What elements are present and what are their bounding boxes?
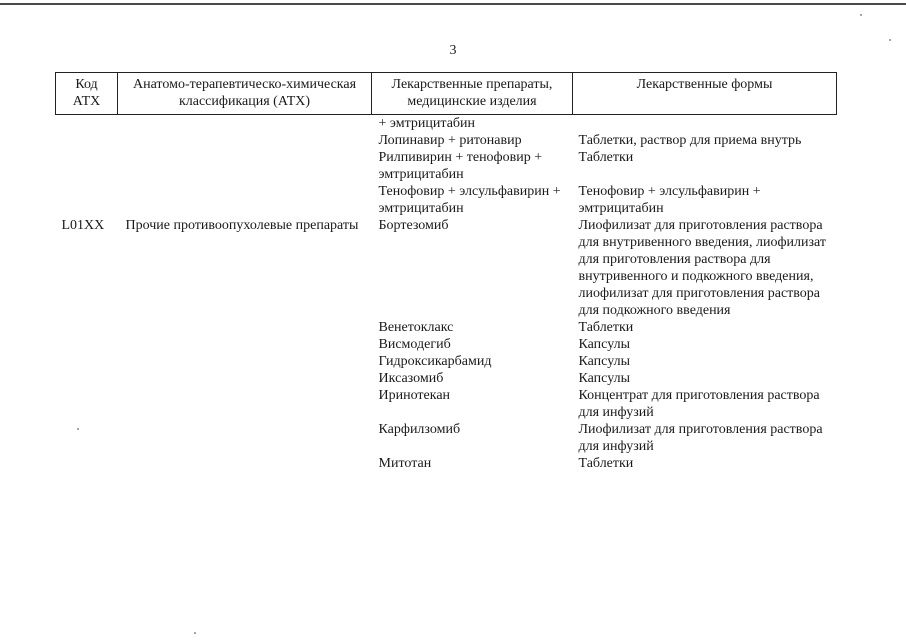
cell-drug: Венетоклакс [378,320,454,335]
table-row [56,370,837,387]
scan-speck [77,428,79,430]
cell-form: Концентрат для приготовления раствора для инфузий [578,388,820,420]
cell-form: Капсулы [578,371,630,386]
cell-code [56,370,118,387]
scan-edge-line [0,3,906,5]
cell-classification [118,336,372,353]
cell-form: Таблетки [578,456,634,471]
cell-form [573,115,837,133]
cell-drug: Рилпивирин + тенофовир + эмтрицитабин [378,150,543,182]
header-drugs: Лекарственные препараты, медицинские изделия [372,73,573,115]
cell-form: Таблетки [578,150,634,165]
cell-classification [118,421,372,455]
table-row [56,336,837,353]
cell-drug: Тенофовир + элсульфавирин + эмтрицитабин [378,184,561,216]
table-row [56,115,837,133]
cell-drug: Карфилзомиб [378,422,461,437]
cell-code [56,455,118,472]
cell-classification [118,319,372,336]
cell-drug: Бортезомиб [378,218,449,233]
cell-classification: Прочие противоопухолевые препараты [125,218,359,233]
table-body [56,115,837,473]
scan-speck [889,39,891,41]
cell-code [56,336,118,353]
cell-drug: + эмтрицитабин [378,116,476,131]
cell-code [56,421,118,455]
cell-form: Тенофовир + элсульфавирин + эмтрицитабин [578,184,761,216]
table-row [56,319,837,336]
table-row [56,183,837,217]
cell-classification [118,115,372,133]
cell-drug: Иксазомиб [378,371,444,386]
cell-drug: Гидроксикарбамид [378,354,492,369]
cell-code [56,149,118,183]
cell-code [56,353,118,370]
cell-code [56,115,118,133]
cell-code [56,387,118,421]
cell-form: Капсулы [578,337,630,352]
table-row [56,353,837,370]
cell-form: Лиофилизат для приготовления раствора для инфузий [578,422,823,454]
table-row [56,455,837,472]
cell-classification [118,455,372,472]
header-code: Код АТХ [56,73,118,115]
scan-speck [860,14,862,16]
cell-code: L01XX [61,218,105,233]
atx-table [55,72,837,472]
cell-classification [118,149,372,183]
scan-speck [194,632,196,634]
cell-classification [118,183,372,217]
cell-classification [118,353,372,370]
cell-form: Таблетки, раствор для приема внутрь [578,133,802,148]
header-forms: Лекарственные формы [573,73,837,115]
cell-drug: Иринотекан [378,388,451,403]
cell-classification [118,132,372,149]
header-row [56,73,837,115]
cell-form: Таблетки [578,320,634,335]
cell-drug: Митотан [378,456,432,471]
header-classification: Анатомо-терапевтическо-химическая классификация (АТХ) [118,73,372,115]
table-row [56,421,837,455]
cell-code [56,132,118,149]
table-header [56,73,837,115]
cell-classification [118,387,372,421]
table-row [56,387,837,421]
cell-code [56,183,118,217]
table-row [56,149,837,183]
cell-drug: Висмодегиб [378,337,451,352]
page-number: 3 [449,43,457,58]
table-row [56,132,837,149]
cell-code [56,319,118,336]
cell-classification [118,370,372,387]
cell-drug: Лопинавир + ритонавир [378,133,522,148]
table-row [56,217,837,319]
cell-form: Капсулы [578,354,630,369]
cell-form: Лиофилизат для приготовления раствора для внутривенного введения, лиофилизат для приготовления раствора для внутривенного и подкожного введения, лиофилизат для приготовления раствора для подкожного введения [578,218,827,318]
